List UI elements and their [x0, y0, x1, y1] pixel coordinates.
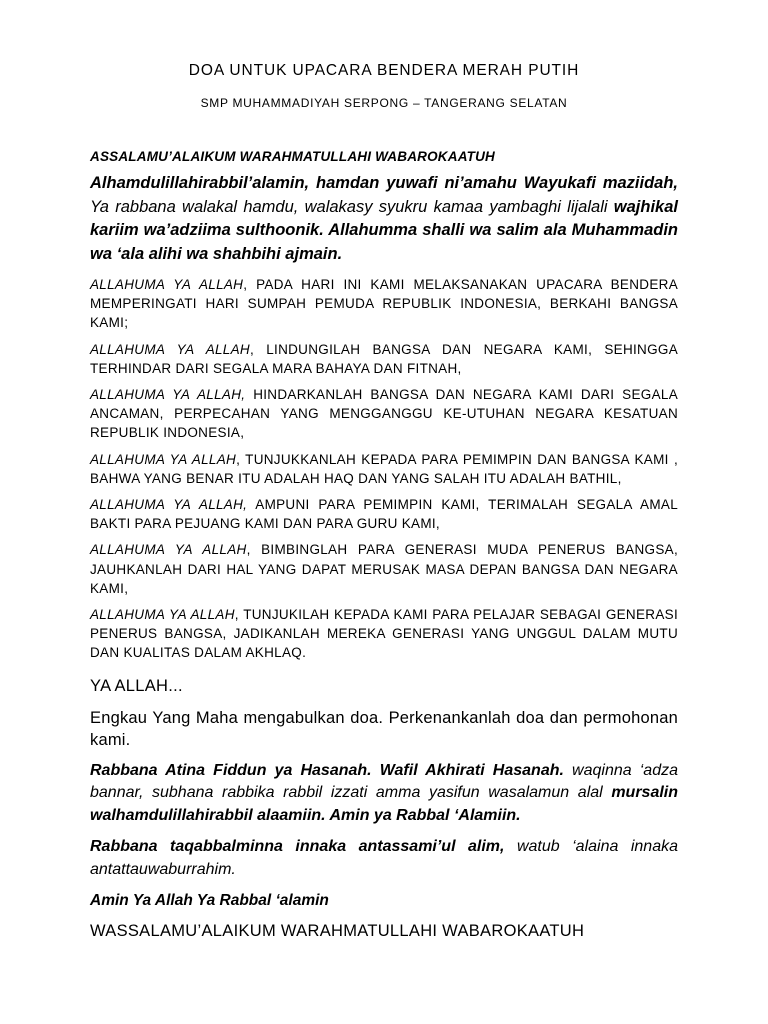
prayer-paragraph-7: [90, 605, 678, 663]
prayer-text: HINDARKANLAH BANGSA DAN NEGARA KAMI DARI SEGALA ANCAMAN, PERPECAHAN YANG MENGGANGGU KE-UTUHAN NEGARA KESATUAN REPUBLIK INDONESIA,: [90, 387, 678, 441]
rabbana-1-part2: waqinna ‘adza bannar, subhana rabbika rabbil izzati amma yasifun wasalamun alal: [90, 761, 678, 802]
prayer-paragraph-3: [90, 385, 678, 443]
prayer-paragraph-2: [90, 340, 678, 378]
prayer-paragraph-4: [90, 450, 678, 488]
ya-allah-heading: YA ALLAH...: [90, 676, 183, 695]
rabbana-paragraph-1: [90, 760, 678, 828]
closing-greeting-part2: KAATUH: [516, 922, 585, 941]
prayer-paragraph-1: [90, 275, 678, 333]
prayer-paragraph-6: [90, 540, 678, 598]
closing-greeting: [90, 922, 678, 941]
opening-praise-part1: Alhamdulillahirabbil’alamin, hamdan yuwafi ni’amahu Wayukafi maziidah,: [90, 174, 678, 192]
prayer-lead: ALLAHUMA YA ALLAH: [90, 277, 244, 292]
prayer-text: , BIMBINGLAH PARA GENERASI MUDA PENERUS BANGSA, JAUHKANLAH DARI HAL YANG DAPAT MERUSAK MASA DEPAN BANGSA DAN NEGARA KAMI,: [90, 542, 678, 596]
prayer-text: , TUNJUKILAH KEPADA KAMI PARA PELAJAR SEBAGAI GENERASI PENERUS BANGSA, JADIKANLAH MEREKA GENERASI YANG UNGGUL DALAM MUTU DAN KUALITAS DALAM AKHLAQ.: [90, 607, 678, 661]
prayer-text: , LINDUNGILAH BANGSA DAN NEGARA KAMI, SEHINGGA TERHINDAR DARI SEGALA MARA BAHAYA DAN FITNAH,: [90, 341, 678, 376]
opening-praise-part2: Ya rabbana walakal hamdu, walakasy syukru kamaa yambaghi lijalali: [90, 197, 614, 216]
prayer-lead: ALLAHUMA YA ALLAH: [90, 542, 247, 558]
rabbana-2-part1: Rabbana taqabbalminna innaka antassami’ul alim,: [90, 838, 505, 856]
prayer-paragraph-5: [90, 495, 678, 533]
prayer-lead: ALLAHUMA YA ALLAH: [90, 451, 237, 467]
rabbana-1-part1: Rabbana Atina Fiddun ya Hasanah. Wafil Akhirati Hasanah.: [90, 761, 564, 779]
closing-greeting-part1: WASSALAMU’ALAIKUM WARAHMATULLAHI WABARO: [90, 922, 517, 941]
opening-praise: [90, 172, 678, 266]
prayer-lead: ALLAHUMA YA ALLAH: [90, 341, 250, 357]
prayer-text: , TUNJUKKANLAH KEPADA PARA PEMIMPIN DAN BANGSA KAMI , BAHWA YANG BENAR ITU ADALAH HAQ DAN YANG SALAH ITU ADALAH BATHIL,: [90, 451, 679, 486]
document-subtitle: SMP MUHAMMADIYAH SERPONG – TANGERANG SELATAN: [200, 96, 568, 110]
prayer-text: , PADA HARI INI KAMI MELAKSANAKAN UPACARA BENDERA MEMPERINGATI HARI SUMPAH PEMUDA REPUBLIK INDONESIA, BERKAHI BANGSA KAMI;: [90, 277, 678, 331]
amin-line: Amin Ya Allah Ya Rabbal ‘alamin: [90, 892, 329, 910]
opening-greeting: ASSALAMU’ALAIKUM WARAHMATULLAHI WABAROKAATUH: [90, 149, 495, 164]
prayer-lead: ALLAHUMA YA ALLAH,: [90, 387, 246, 403]
document-title: DOA UNTUK UPACARA BENDERA MERAH PUTIH: [188, 62, 580, 79]
prayer-text: AMPUNI PARA PEMIMPIN KAMI, TERIMALAH SEGALA AMAL BAKTI PARA PEJUANG KAMI DAN PARA GURU KAMI,: [90, 497, 679, 532]
engkau-paragraph: Engkau Yang Maha mengabulkan doa. Perkenankanlah doa dan permohonan kami.: [90, 708, 678, 749]
prayer-lead: ALLAHUMA YA ALLAH: [90, 607, 235, 623]
rabbana-paragraph-2: [90, 836, 678, 881]
opening-praise-part3: wajhikal kariim wa’adziima sulthoonik. Allahumma shalli wa salim ala Muhammadin wa ‘ala alihi wa shahbihi ajmain.: [90, 197, 678, 263]
prayer-lead: ALLAHUMA YA ALLAH,: [90, 497, 248, 513]
rabbana-1-part3: mursalin walhamdulillahirabbil alaamiin. Amin ya Rabbal ‘Alamiin.: [90, 784, 678, 824]
rabbana-2-part2: watub ‘alaina innaka antattauwaburrahim.: [90, 838, 678, 878]
